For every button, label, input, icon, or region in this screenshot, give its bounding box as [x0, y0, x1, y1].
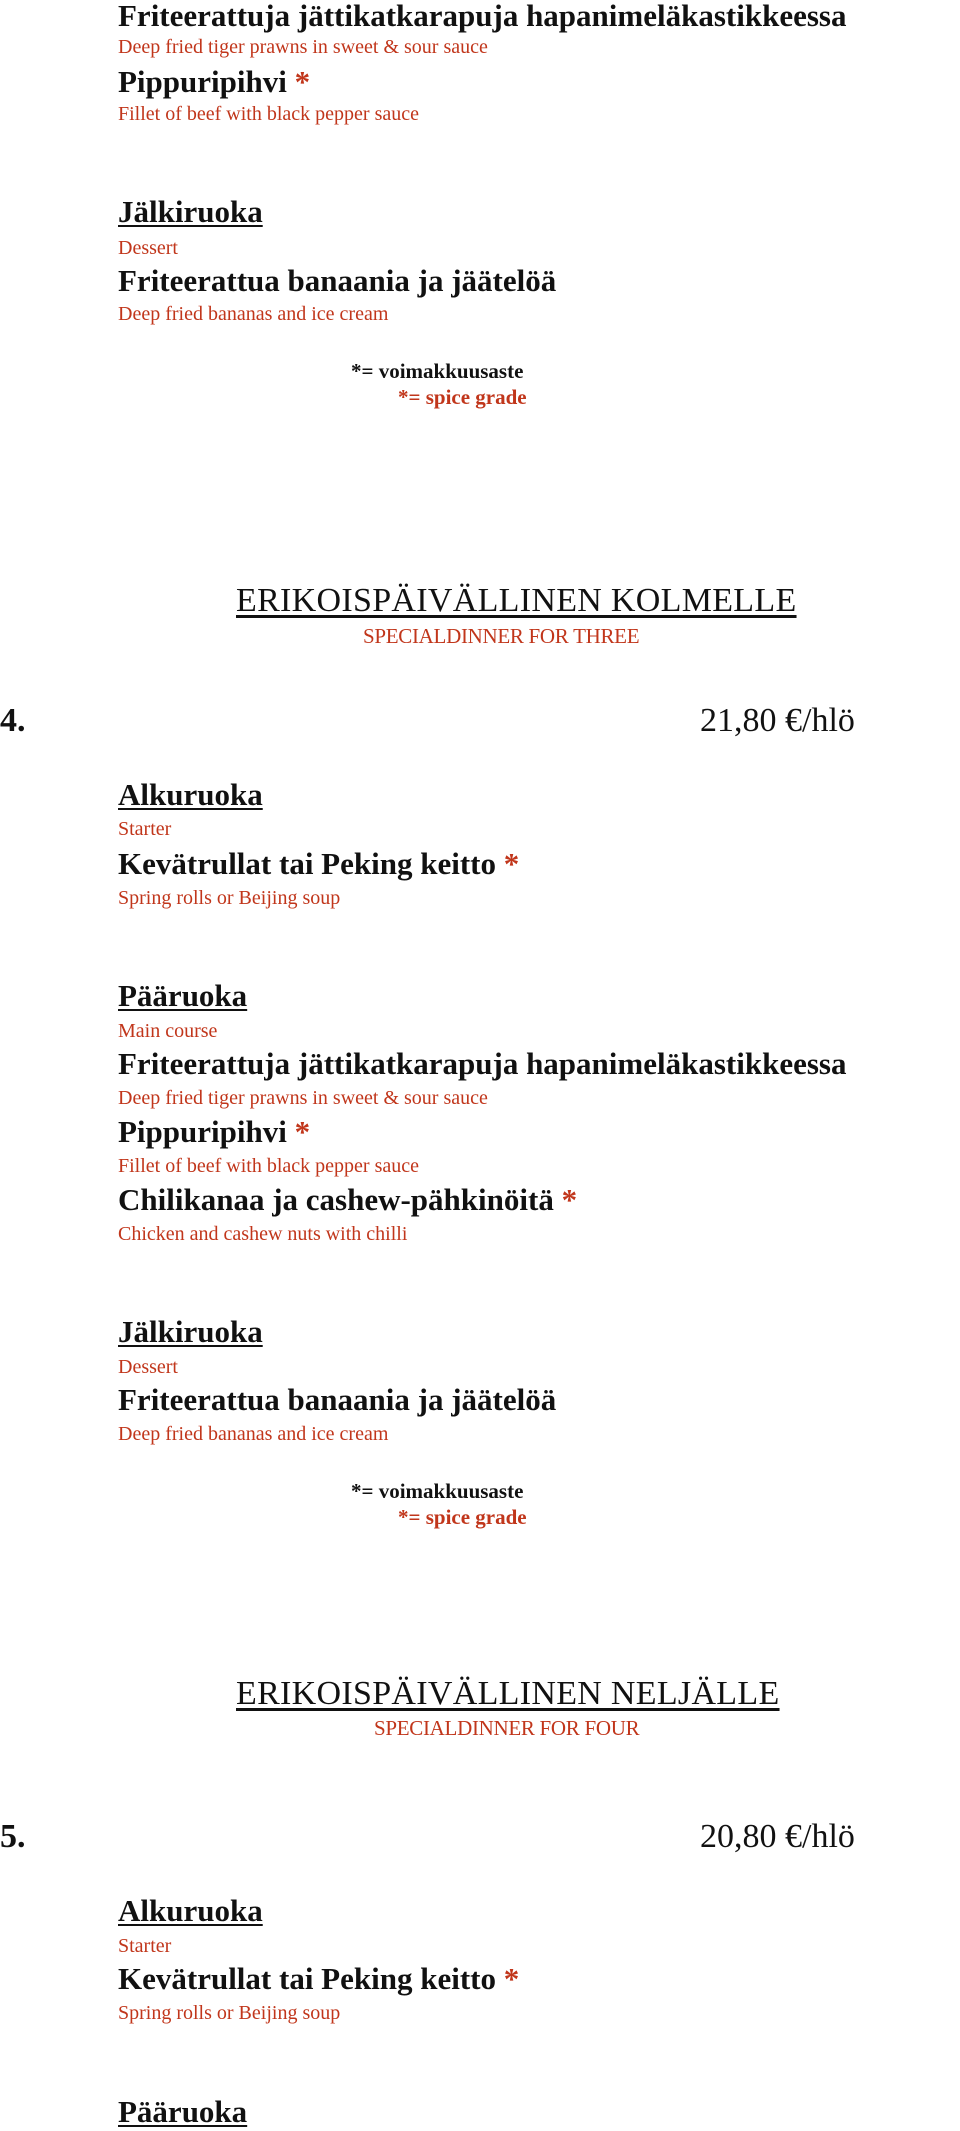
dish-name: Kevätrullat tai Peking keitto * [118, 1961, 520, 1996]
spice-star-icon: * [294, 64, 311, 99]
dish-translation: Fillet of beef with black pepper sauce [118, 1155, 419, 1177]
spice-legend-en: *= spice grade [398, 1505, 527, 1529]
dish-name: Chilikanaa ja cashew-pähkinöitä * [118, 1182, 578, 1217]
spice-legend-en: *= spice grade [398, 385, 527, 409]
spice-legend-fi: *= voimakkuusaste [351, 359, 524, 383]
dish-name: Friteerattua banaania ja jäätelöä [118, 1382, 557, 1417]
spice-star-icon: * [503, 1961, 520, 1996]
spice-star-icon: * [561, 1182, 578, 1217]
section-title: ERIKOISPÄIVÄLLINEN NELJÄLLE [236, 1675, 780, 1712]
menu-price: 20,80 €/hlö [700, 1818, 855, 1855]
dish-translation: Spring rolls or Beijing soup [118, 2002, 341, 2024]
dish-name: Pippuripihvi * [118, 1114, 311, 1149]
course-subheading: Starter [118, 1935, 172, 1957]
dish-translation: Chicken and cashew nuts with chilli [118, 1223, 408, 1245]
course-heading-dessert: Jälkiruoka [118, 1314, 263, 1349]
section-title: ERIKOISPÄIVÄLLINEN KOLMELLE [236, 582, 797, 619]
dish-name: Kevätrullat tai Peking keitto * [118, 846, 520, 881]
dish-translation: Deep fried bananas and ice cream [118, 303, 389, 325]
menu-price: 21,80 €/hlö [700, 702, 855, 739]
course-subheading: Main course [118, 1020, 218, 1042]
menu-number: 4. [0, 702, 26, 739]
dish-name: Friteerattuja jättikatkarapuja hapanimeläkastikkeessa [118, 0, 847, 33]
course-heading-starter: Alkuruoka [118, 1893, 263, 1928]
spice-star-icon: * [503, 846, 520, 881]
course-subheading: Dessert [118, 237, 178, 259]
section-subtitle: SPECIALDINNER FOR FOUR [374, 1716, 640, 1740]
course-subheading: Dessert [118, 1356, 178, 1378]
spice-legend-fi: *= voimakkuusaste [351, 1479, 524, 1503]
dish-name: Pippuripihvi * [118, 64, 311, 99]
course-heading-main: Pääruoka [118, 978, 248, 1013]
course-heading-starter: Alkuruoka [118, 777, 263, 812]
section-subtitle: SPECIALDINNER FOR THREE [363, 624, 640, 648]
course-heading-dessert: Jälkiruoka [118, 194, 263, 229]
spice-star-icon: * [294, 1114, 311, 1149]
menu-number: 5. [0, 1818, 26, 1855]
course-heading-main: Pääruoka [118, 2094, 248, 2129]
dish-translation: Deep fried tiger prawns in sweet & sour sauce [118, 1087, 488, 1109]
dish-translation: Fillet of beef with black pepper sauce [118, 103, 419, 125]
dish-name: Friteerattua banaania ja jäätelöä [118, 263, 557, 298]
course-subheading: Starter [118, 818, 172, 840]
dish-name: Friteerattuja jättikatkarapuja hapanimeläkastikkeessa [118, 1046, 847, 1081]
dish-translation: Deep fried tiger prawns in sweet & sour sauce [118, 36, 488, 58]
dish-translation: Deep fried bananas and ice cream [118, 1423, 389, 1445]
dish-translation: Spring rolls or Beijing soup [118, 887, 341, 909]
